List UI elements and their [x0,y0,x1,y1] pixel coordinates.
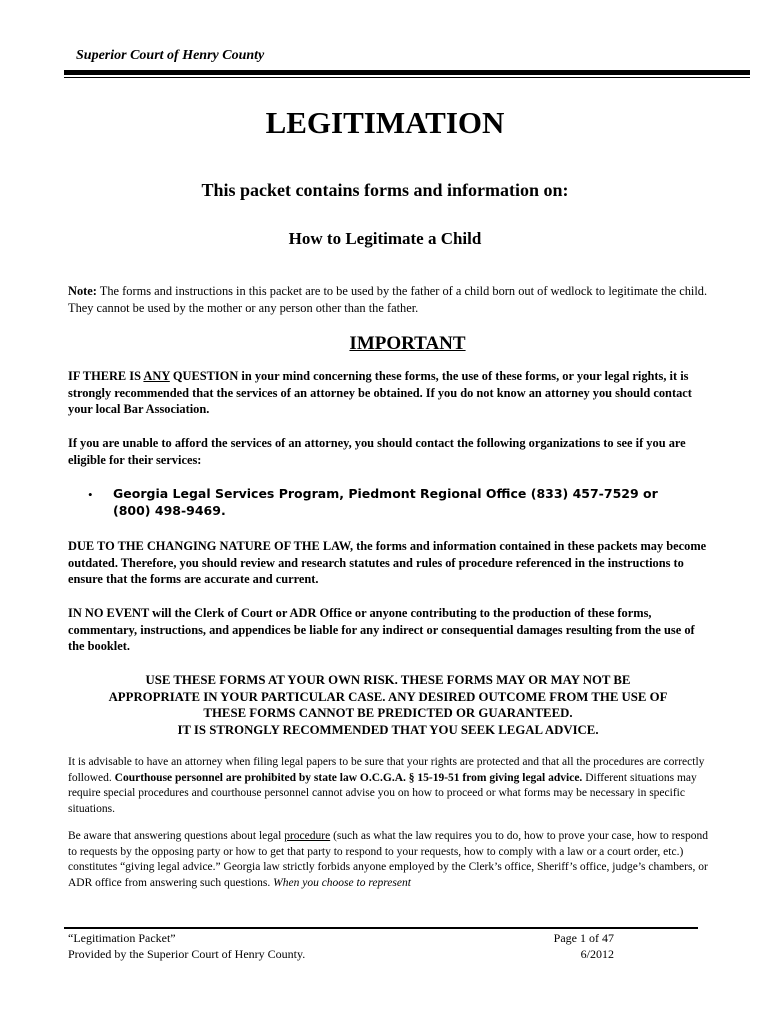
para6-text-start: Be aware that answering questions about legal [68,830,285,842]
risk-warning-line1: USE THESE FORMS AT YOUR OWN RISK. THESE FORMS MAY OR MAY NOT BE [145,673,631,687]
changing-law-paragraph: DUE TO THE CHANGING NATURE OF THE LAW, the forms and information contained in these packets may become outdated. Therefore, you should review and research statutes and rules of procedure referenced in the instructions to ensure that the forms are accurate and current. [68,539,707,586]
para1-underlined: ANY [143,369,170,383]
page-title: LEGITIMATION [265,105,505,140]
risk-warning-line4: IT IS STRONGLY RECOMMENDED THAT YOU SEEK LEGAL ADVICE. [177,722,599,737]
important-heading: IMPORTANT [349,333,466,354]
packet-subtitle: This packet contains forms and information on: [201,180,569,200]
note-label: Note: [68,284,97,298]
bullet-icon: • [88,487,93,502]
note-text: The forms and instructions in this packet are to be used by the father of a child born out of wedlock to legitimate the child. They cannot be used by the mother or any person other than the father. [68,284,708,315]
footer-right [552,931,614,962]
risk-warning-line3: THESE FORMS CANNOT BE PREDICTED OR GUARANTEED. [203,706,573,720]
legal-services-contact: Georgia Legal Services Program, Piedmont Regional Office (833) 457-7529 or (800) 498-9469. [113,486,658,518]
footer-date: 6/2012 [580,946,614,961]
footer-page-number: Page 1 of 47 [553,931,614,945]
para5-text-end: Different situations may require special procedures and courthouse personnel cannot advise you on how to proceed or what forms may be necessary in specific situations. [68,771,697,815]
para6-italic: When you choose to represent [273,876,411,889]
para6-text-middle: (such as what the law requires you to do, how to prove your case, how to respond to requests by the opposing party or how to get that party to respond to your requests, how to comply with a law or a court order, etc.) constitutes “giving legal advice.” Georgia law strictly forbids anyone employed by the Clerk’s office, Sheriff’s office, judge’s chambers, or ADR office from answering such questions. [68,830,709,889]
header-rule-thin [64,77,750,78]
footer-packet-name: “Legitimation Packet” [68,931,176,945]
para5-bold: Courthouse personnel are prohibited by state law O.C.G.A. § 15-19-51 from giving legal advice. [114,771,583,784]
risk-warning-line2: APPROPRIATE IN YOUR PARTICULAR CASE. ANY DESIRED OUTCOME FROM THE USE OF [108,689,668,704]
para6-underlined: procedure [284,830,331,842]
para1-text-end: QUESTION in your mind concerning these forms, the use of these forms, or your legal rights, it is strongly recommended that the services of an attorney be obtained. If you do not know an attorney you should contact your local Bar Association. [68,369,692,416]
court-header: Superior Court of Henry County [76,48,265,63]
note-paragraph [68,283,708,316]
para1-text-start: IF THERE IS [68,369,144,383]
liability-paragraph: IN NO EVENT will the Clerk of Court or ADR Office or anyone contributing to the production of these forms, commentary, instructions, and appendices be liable for any indirect or consequential damages resulting from the use of the booklet. [68,606,695,653]
footer-provider: Provided by the Superior Court of Henry County. [68,946,306,961]
header-rule-thick [64,70,750,75]
legal-advice-paragraph [68,755,708,817]
packet-topic: How to Legitimate a Child [288,229,482,248]
risk-warning [68,672,708,738]
procedure-paragraph [68,829,708,891]
attorney-advice-paragraph [68,368,708,418]
afford-attorney-paragraph: If you are unable to afford the services of an attorney, you should contact the following organizations to see if you are eligible for their services: [68,436,686,467]
footer-left [68,931,305,962]
para5-text-start: It is advisable to have an attorney when filing legal papers to be sure that your rights are protected and that all the procedures are correctly followed. [68,756,705,784]
footer-rule [64,927,698,929]
